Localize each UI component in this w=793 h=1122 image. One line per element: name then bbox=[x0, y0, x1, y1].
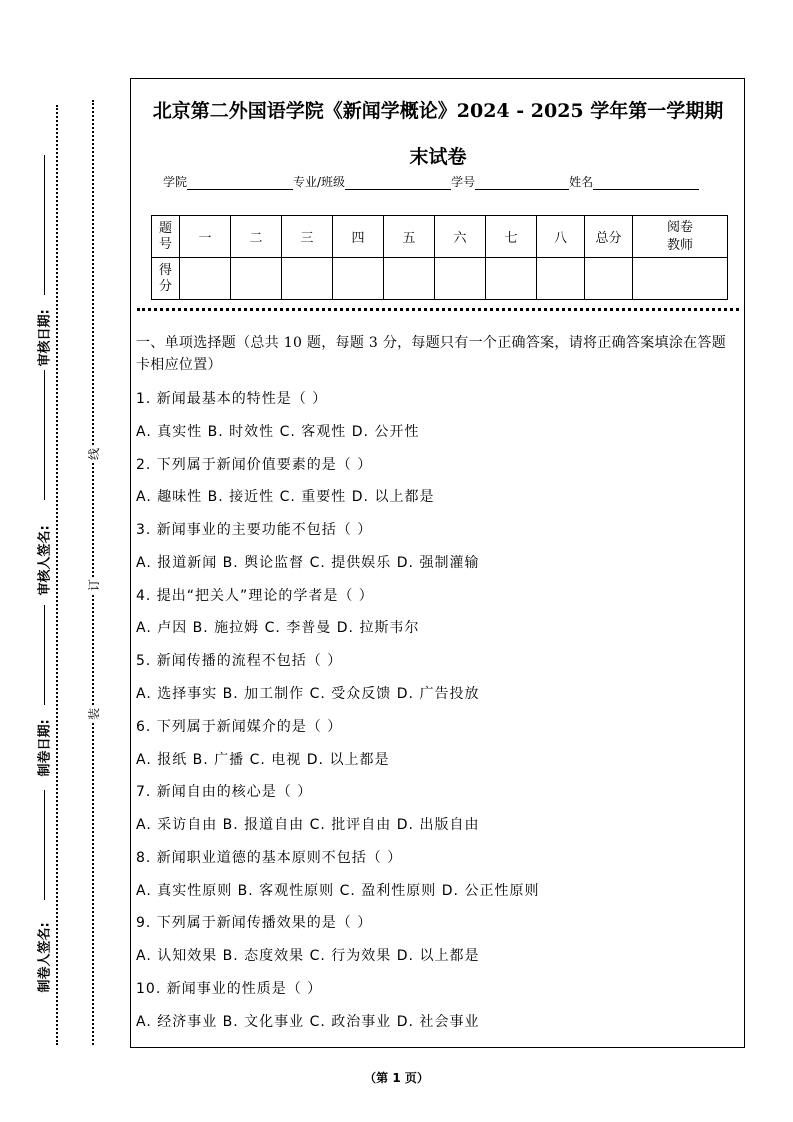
score-cell[interactable] bbox=[537, 258, 585, 300]
exam-title-line2: 末试卷 bbox=[409, 146, 467, 168]
score-col-8: 八 bbox=[537, 216, 585, 258]
options-6: A. 报纸 B. 广播 C. 电视 D. 以上都是 bbox=[136, 752, 390, 768]
question-1: 1. 新闻最基本的特性是（ ） bbox=[136, 391, 328, 407]
score-col-4: 四 bbox=[333, 216, 384, 258]
score-table-row2-header bbox=[152, 258, 180, 300]
prepare-date-blank bbox=[44, 605, 45, 705]
score-col-2: 二 bbox=[231, 216, 282, 258]
page-number: （第 1 页） bbox=[364, 1071, 429, 1085]
question-7: 7. 新闻自由的核心是（ ） bbox=[136, 784, 313, 800]
review-date-label: 审核日期: bbox=[37, 309, 53, 367]
grader-text: 阅卷教师 bbox=[666, 219, 693, 253]
binding-dotted-line-inner bbox=[92, 100, 94, 1045]
score-cell[interactable] bbox=[180, 258, 231, 300]
score-col-6: 六 bbox=[435, 216, 486, 258]
score-table bbox=[151, 215, 728, 300]
score-cell[interactable] bbox=[384, 258, 435, 300]
score-cell[interactable] bbox=[231, 258, 282, 300]
score-cell[interactable] bbox=[435, 258, 486, 300]
score-cell[interactable] bbox=[333, 258, 384, 300]
options-7: A. 采访自由 B. 报道自由 C. 批评自由 D. 出版自由 bbox=[136, 817, 480, 833]
exam-title-line1: 北京第二外国语学院《新闻学概论》2024 - 2025 学年第一学期期 bbox=[152, 100, 724, 122]
major-class-blank[interactable] bbox=[345, 177, 451, 190]
score-cell[interactable] bbox=[585, 258, 633, 300]
question-5: 5. 新闻传播的流程不包括（ ） bbox=[136, 653, 343, 669]
score-table-row1-header bbox=[152, 216, 180, 258]
student-id-label: 学号 bbox=[451, 175, 476, 189]
score-cell[interactable] bbox=[486, 258, 537, 300]
reviewer-sign-label: 审核人签名: bbox=[37, 525, 53, 596]
score-cell[interactable] bbox=[282, 258, 333, 300]
preparer-sign-label: 制卷人签名: bbox=[37, 922, 53, 993]
question-3: 3. 新闻事业的主要功能不包括（ ） bbox=[136, 522, 373, 538]
cut-mark-bind: 订 bbox=[87, 578, 102, 592]
row2-header-text: 得分 bbox=[158, 262, 172, 294]
score-col-7: 七 bbox=[486, 216, 537, 258]
question-6: 6. 下列属于新闻媒介的是（ ） bbox=[136, 719, 343, 735]
score-col-total: 总分 bbox=[585, 216, 633, 258]
options-5: A. 选择事实 B. 加工制作 C. 受众反馈 D. 广告投放 bbox=[136, 686, 480, 702]
options-9: A. 认知效果 B. 态度效果 C. 行为效果 D. 以上都是 bbox=[136, 948, 480, 964]
name-label: 姓名 bbox=[569, 175, 594, 189]
options-2: A. 趣味性 B. 接近性 C. 重要性 D. 以上都是 bbox=[136, 489, 435, 505]
options-8: A. 真实性原则 B. 客观性原则 C. 盈利性原则 D. 公正性原则 bbox=[136, 883, 540, 899]
options-4: A. 卢因 B. 施拉姆 C. 李普曼 D. 拉斯韦尔 bbox=[136, 620, 420, 636]
options-3: A. 报道新闻 B. 舆论监督 C. 提供娱乐 D. 强制灌输 bbox=[136, 555, 480, 571]
score-col-5: 五 bbox=[384, 216, 435, 258]
options-1: A. 真实性 B. 时效性 C. 客观性 D. 公开性 bbox=[136, 424, 420, 440]
score-col-3: 三 bbox=[282, 216, 333, 258]
name-blank[interactable] bbox=[593, 177, 699, 190]
question-2: 2. 下列属于新闻价值要素的是（ ） bbox=[136, 457, 373, 473]
review-date-blank bbox=[44, 155, 45, 295]
row1-header-text: 题号 bbox=[158, 220, 172, 252]
reviewer-sign-blank bbox=[44, 370, 45, 500]
cut-mark-line: 线 bbox=[87, 447, 102, 461]
student-id-blank[interactable] bbox=[475, 177, 569, 190]
question-10: 10. 新闻事业的性质是（ ） bbox=[136, 981, 323, 997]
score-cell[interactable] bbox=[633, 258, 728, 300]
cut-mark-fold: 装 bbox=[87, 707, 102, 721]
prepare-date-label: 制卷日期: bbox=[37, 719, 53, 777]
college-label: 学院 bbox=[163, 175, 188, 189]
section-separator bbox=[137, 308, 739, 311]
exam-title bbox=[131, 88, 745, 180]
options-10: A. 经济事业 B. 文化事业 C. 政治事业 D. 社会事业 bbox=[136, 1014, 480, 1030]
score-col-grader bbox=[633, 216, 728, 258]
question-9: 9. 下列属于新闻传播效果的是（ ） bbox=[136, 915, 373, 931]
question-4: 4. 提出“把关人”理论的学者是（ ） bbox=[136, 588, 374, 604]
college-blank[interactable] bbox=[187, 177, 293, 190]
score-col-1: 一 bbox=[180, 216, 231, 258]
binding-dotted-line-outer bbox=[56, 105, 58, 1045]
student-info-row bbox=[163, 173, 699, 190]
major-class-label: 专业/班级 bbox=[293, 175, 346, 189]
preparer-sign-blank bbox=[44, 790, 45, 900]
section1-heading: 一、单项选择题（总共 10 题，每题 3 分，每题只有一个正确答案，请将正确答案填涂在答题卡相应位置） bbox=[136, 335, 727, 373]
question-8: 8. 新闻职业道德的基本原则不包括（ ） bbox=[136, 850, 403, 866]
